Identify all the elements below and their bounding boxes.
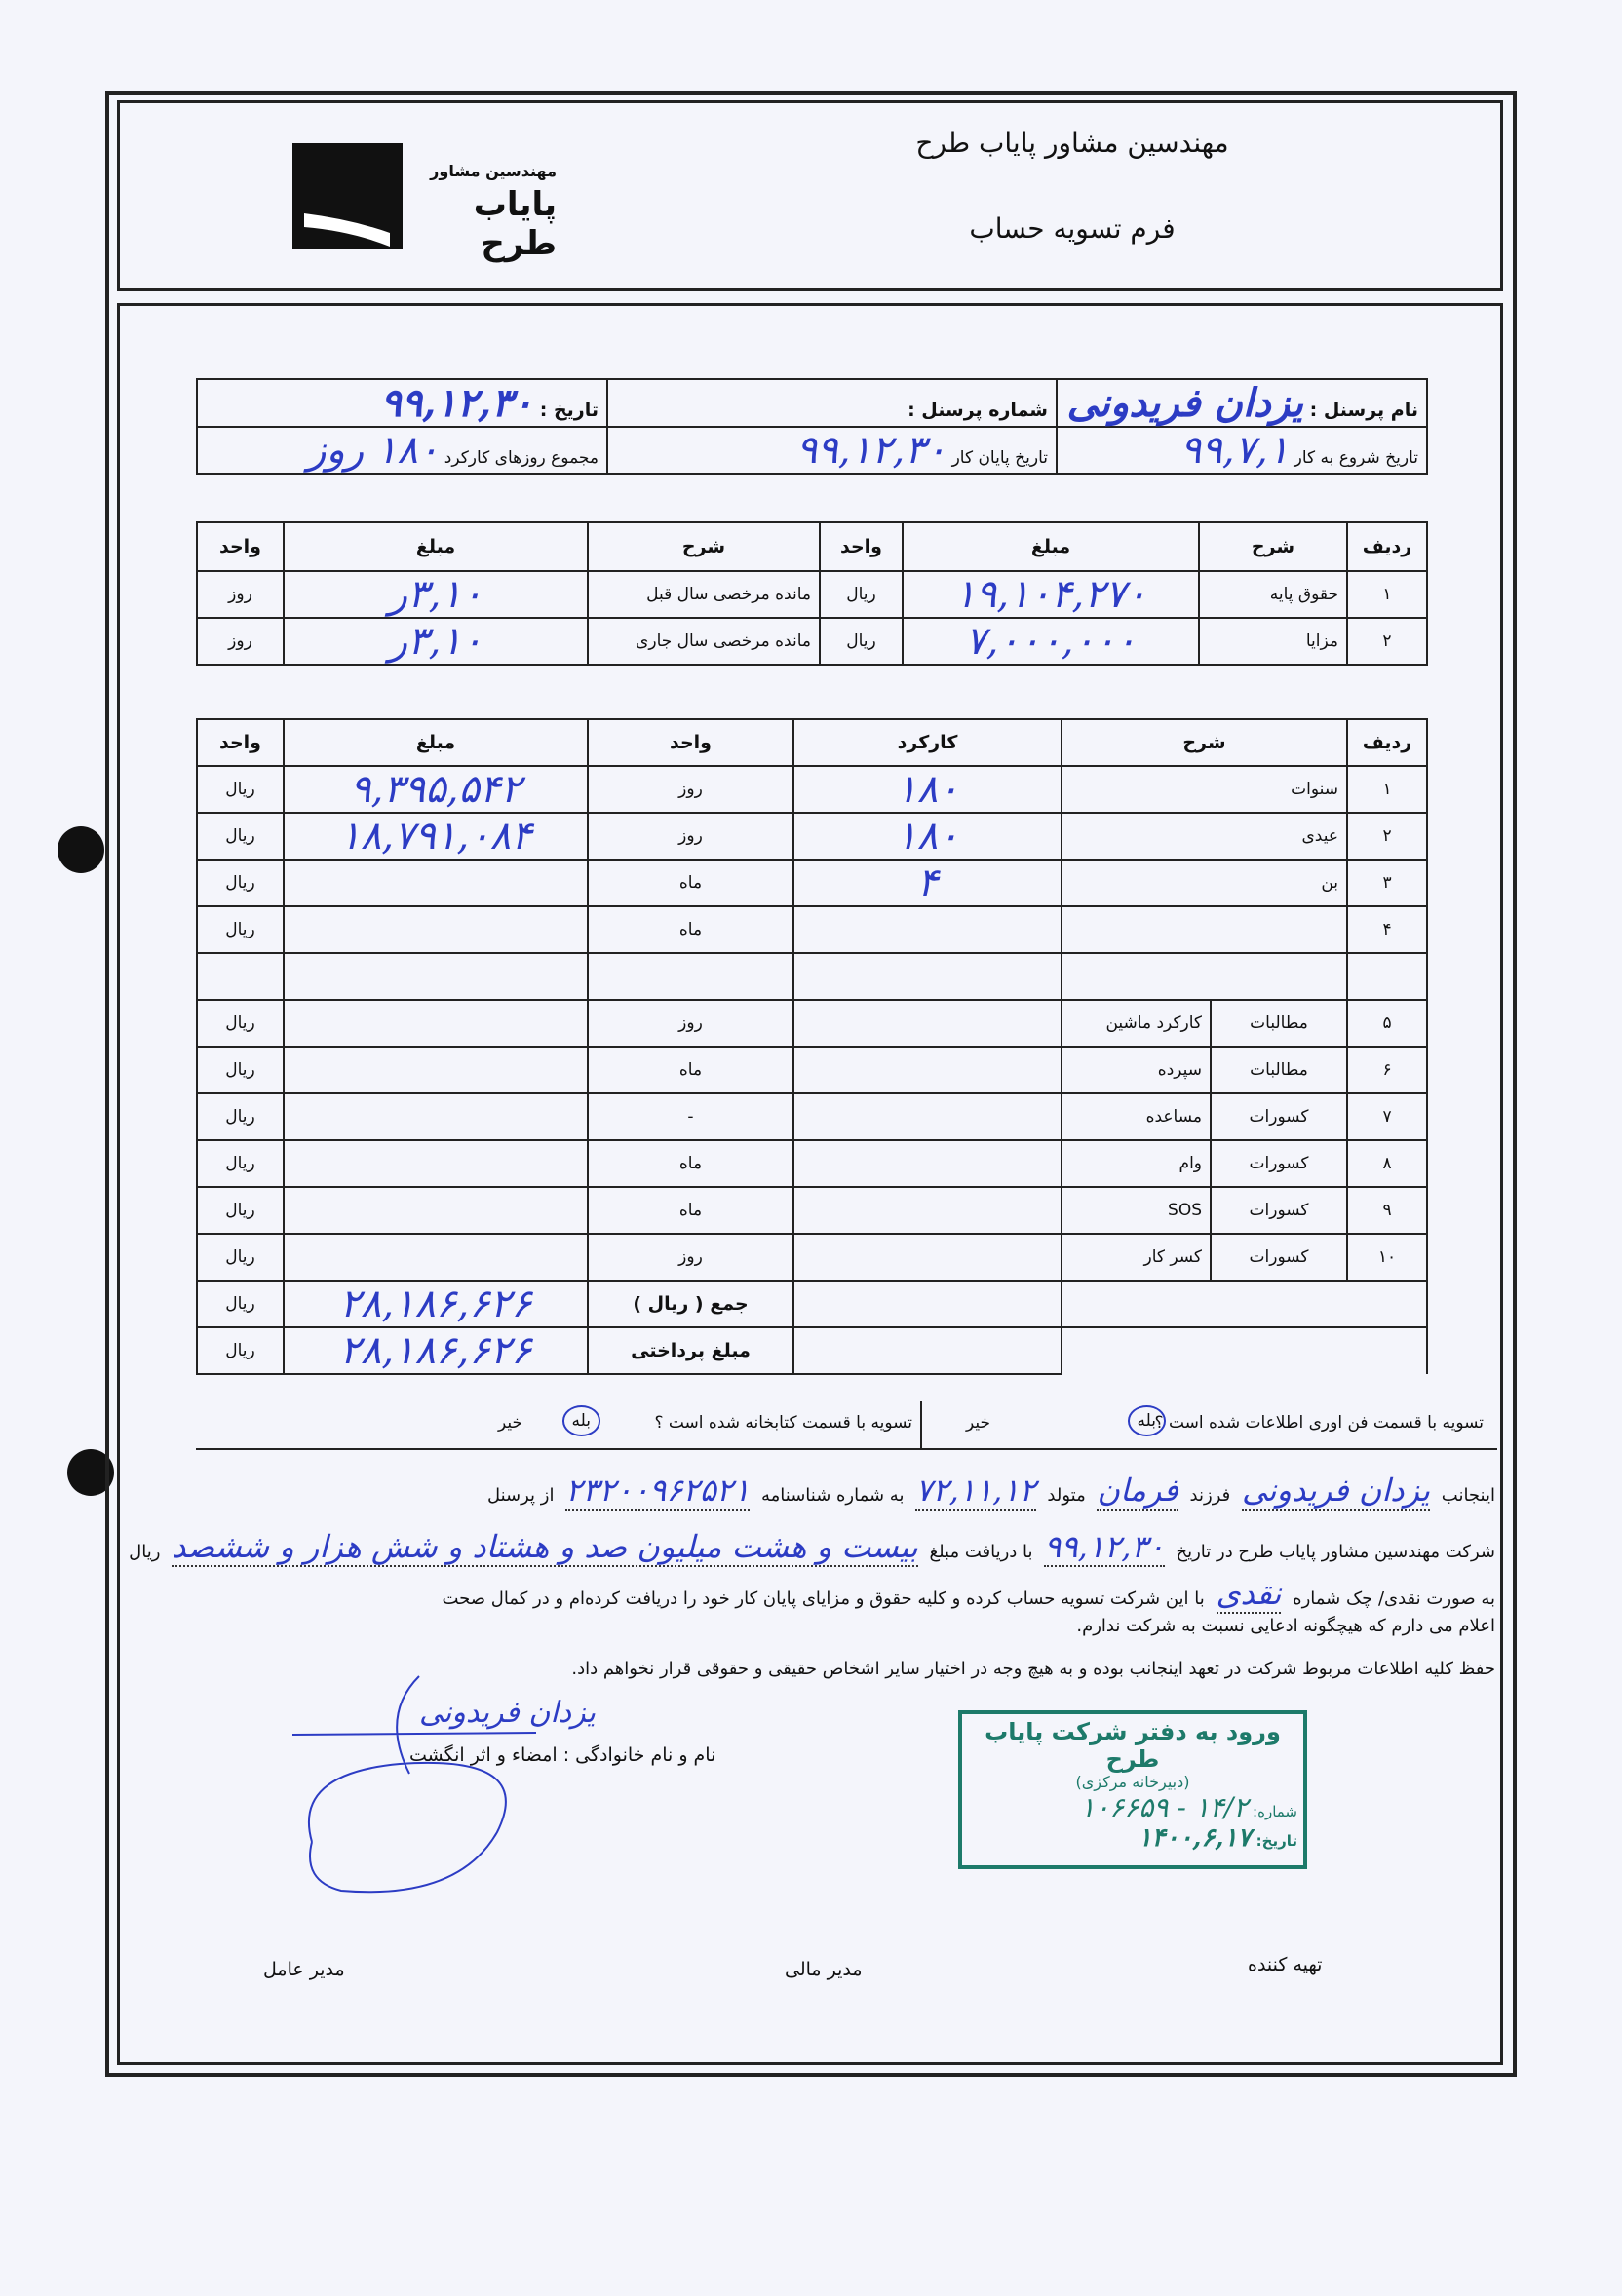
declaration-text: با دریافت مبلغ: [929, 1542, 1033, 1562]
work-quantity-value[interactable]: ۱۸۰: [896, 814, 959, 859]
description: مزایا: [1199, 618, 1347, 665]
stamp-number: ۱۴/۲ - ۱۰۶۶۵۹: [1080, 1791, 1249, 1823]
work-quantity[interactable]: [793, 1000, 1062, 1047]
table-row: [197, 1234, 1427, 1281]
total-days-cell: مجموع روزهای کارکرد ۱۸۰ روز: [197, 427, 607, 474]
row-number: ۸: [1347, 1140, 1427, 1187]
stamp-subtitle: (دبیرخانه مرکزی): [1075, 1773, 1190, 1791]
work-quantity[interactable]: [793, 906, 1062, 953]
filled-field[interactable]: بیست و هشت میلیون صد و هشتاد و شش هزار و ششصد: [172, 1528, 918, 1565]
amount[interactable]: [284, 1000, 588, 1047]
work-quantity[interactable]: [793, 953, 1062, 1000]
description: وام: [1062, 1140, 1211, 1187]
unit: [588, 953, 793, 1000]
unit: روز: [197, 571, 284, 618]
declaration-text: با این شرکت تسویه حساب کرده و کلیه حقوق و مزایای پایان کار خود را دریافت کرده‌ام و در کمال صحت: [442, 1588, 1205, 1609]
currency: ریال: [197, 860, 284, 906]
amount-value[interactable]: ۹,۳۹۵,۵۴۲: [350, 767, 521, 812]
amount[interactable]: [284, 1140, 588, 1187]
blank: [1062, 1327, 1427, 1374]
filled-field[interactable]: ۷۲,۱۱,۱۲: [915, 1472, 1036, 1509]
paid[interactable]: [284, 1327, 588, 1374]
end-date-cell: تاریخ پایان کار ۹۹,۱۲,۳۰: [607, 427, 1057, 474]
column-header: واحد: [820, 522, 903, 571]
finance-manager-label: مدیر مالی: [785, 1959, 863, 1980]
preparer-label: تهیه کننده: [1248, 1954, 1323, 1975]
logo-mark: [292, 143, 403, 249]
row-number: ۱: [1347, 571, 1427, 618]
total[interactable]: [284, 1281, 588, 1327]
declaration-text: اینجانب: [1441, 1485, 1495, 1506]
filled-field[interactable]: ۹۹,۱۲,۳۰: [1044, 1528, 1165, 1565]
total-row: [197, 1281, 1427, 1327]
currency: ریال: [197, 1234, 284, 1281]
unit: روز: [588, 1234, 793, 1281]
signature-label: نام و نام خانوادگی : امضاء و اثر انگشت: [409, 1744, 716, 1766]
declaration-line-1: [487, 1472, 1495, 1509]
row-number: ۴: [1347, 906, 1427, 953]
declaration-line-3: [442, 1575, 1495, 1612]
unit: روز: [588, 813, 793, 860]
description: SOS: [1062, 1187, 1211, 1234]
amount[interactable]: [903, 571, 1199, 618]
it-yes-option[interactable]: بله: [1128, 1405, 1166, 1436]
table-row: [197, 766, 1427, 813]
category: کسورات: [1211, 1093, 1347, 1140]
unit: -: [588, 1093, 793, 1140]
amount[interactable]: [284, 813, 588, 860]
table-row: [197, 1047, 1427, 1093]
declaration-text: شرکت مهندسین مشاور پایاب طرح در تاریخ: [1176, 1542, 1495, 1562]
personnel-info-table: [196, 378, 1428, 475]
filled-field[interactable]: فرمان: [1097, 1472, 1178, 1509]
ceo-label: مدیر عامل: [263, 1959, 345, 1980]
currency: ریال: [197, 1000, 284, 1047]
unit: ماه: [588, 1047, 793, 1093]
company-name: مهندسین مشاور پایاب طرح: [915, 127, 1229, 159]
start-date-cell: تاریخ شروع به کار ۹۹,۷,۱: [1057, 427, 1427, 474]
paid-row: [197, 1327, 1427, 1374]
amount[interactable]: [903, 618, 1199, 665]
row-number: [1347, 953, 1427, 1000]
signature-name: یزدان فریدونی: [419, 1696, 596, 1730]
total-label: جمع ( ریال ): [588, 1281, 793, 1327]
column-header: کارکرد: [793, 719, 1062, 766]
column-header: مبلغ: [284, 522, 588, 571]
currency: ریال: [197, 1047, 284, 1093]
declaration-text: به شماره شناسنامه: [760, 1485, 905, 1506]
description: کارکرد ماشین: [1062, 1000, 1211, 1047]
unit: ریال: [820, 571, 903, 618]
table-row: [197, 860, 1427, 906]
amount[interactable]: [284, 1047, 588, 1093]
row-number: ۷: [1347, 1093, 1427, 1140]
blank: [793, 1281, 1062, 1327]
library-no-option[interactable]: خیر: [497, 1413, 522, 1433]
work-quantity-value[interactable]: ۴: [916, 861, 939, 905]
work-quantity[interactable]: [793, 860, 1062, 906]
declaration-line-4: اعلام می دارم که هیچگونه ادعایی نسبت به شرکت ندارم.: [1076, 1616, 1495, 1636]
blank: [793, 1327, 1062, 1374]
amount[interactable]: [284, 953, 588, 1000]
row-number: ۹: [1347, 1187, 1427, 1234]
currency: ریال: [197, 1140, 284, 1187]
currency: ریال: [197, 1327, 284, 1374]
declaration-text: ریال: [129, 1542, 161, 1562]
amount-value[interactable]: ۳,۱۰ر: [388, 572, 483, 617]
it-no-option[interactable]: خیر: [965, 1413, 990, 1433]
unit: ماه: [588, 1187, 793, 1234]
logo-subtitle: مهندسین مشاور: [430, 162, 557, 180]
personnel-no-cell: شماره پرسنل :: [607, 379, 1057, 427]
work-quantity[interactable]: [793, 1140, 1062, 1187]
table-row: [197, 1187, 1427, 1234]
description: مانده مرخصی سال قبل: [588, 571, 820, 618]
row-number: ۱۰: [1347, 1234, 1427, 1281]
salary-table: [196, 521, 1428, 666]
row-number: ۲: [1347, 813, 1427, 860]
currency: ریال: [197, 813, 284, 860]
blank: [1062, 1281, 1427, 1327]
row-number: ۳: [1347, 860, 1427, 906]
amount-value[interactable]: ۳,۱۰ر: [388, 619, 483, 664]
filled-field[interactable]: نقدی: [1216, 1575, 1282, 1612]
punch-hole: [58, 826, 104, 873]
table-row: [197, 1000, 1427, 1047]
total-value[interactable]: ۲۸,۱۸۶,۶۲۶: [339, 1282, 532, 1326]
clearance-checks: [196, 1401, 1497, 1450]
amount[interactable]: [284, 1093, 588, 1140]
column-header: واحد: [197, 522, 284, 571]
filled-field[interactable]: یزدان فریدونی: [1241, 1472, 1431, 1509]
stamp-date: ۱۴۰۰,۶,۱۷: [1138, 1823, 1252, 1853]
declaration-line-5: حفظ کلیه اطلاعات مربوط شرکت در تعهد اینجانب بوده و به هیچ وجه در اختیار سایر اشخاص حقیقی و حقوقی قرار نخواهم داد.: [571, 1659, 1495, 1679]
column-header: شرح: [1199, 522, 1347, 571]
description: کسر کار: [1062, 1234, 1211, 1281]
currency: ریال: [197, 1093, 284, 1140]
form-title: فرم تسویه حساب: [969, 212, 1176, 245]
amount[interactable]: [284, 766, 588, 813]
amount-value[interactable]: ۱۸,۷۹۱,۰۸۴: [339, 814, 532, 859]
category: مطالبات: [1211, 1047, 1347, 1093]
name-cell: نام پرسنل : یزدان فریدونی: [1057, 379, 1427, 427]
name-value[interactable]: یزدان فریدونی: [1066, 380, 1303, 426]
category: مطالبات: [1211, 1000, 1347, 1047]
unit: روز: [588, 766, 793, 813]
currency: [197, 953, 284, 1000]
currency: ریال: [197, 906, 284, 953]
work-quantity[interactable]: [793, 1093, 1062, 1140]
row-number: ۲: [1347, 618, 1427, 665]
category: کسورات: [1211, 1140, 1347, 1187]
table-row: [197, 813, 1427, 860]
table-row: [197, 953, 1427, 1000]
amount[interactable]: [284, 860, 588, 906]
declaration-text: فرزند: [1189, 1485, 1231, 1506]
it-clearance-label: تسویه با قسمت فن اوری اطلاعات شده است ؟: [1154, 1413, 1484, 1433]
amount[interactable]: [284, 1234, 588, 1281]
row-number: ۱: [1347, 766, 1427, 813]
paid-label: مبلغ پرداختی: [588, 1327, 793, 1374]
filled-field[interactable]: ۲۳۲۰۰۹۶۲۵۲۱: [565, 1472, 751, 1509]
table-row: [197, 571, 1427, 618]
column-header: واحد: [588, 719, 793, 766]
work-quantity[interactable]: [793, 1187, 1062, 1234]
office-entry-stamp: ورود به دفتر شرکت پایاب طرح (دبیرخانه مرکزی) شماره: ۱۴/۲ - ۱۰۶۶۵۹ تاریخ: ۱۴۰۰,۶,۱۷: [958, 1710, 1307, 1869]
row-number: ۶: [1347, 1047, 1427, 1093]
library-yes-option[interactable]: بله: [562, 1405, 600, 1436]
column-header: مبلغ: [284, 719, 588, 766]
unit: ماه: [588, 906, 793, 953]
unit: ماه: [588, 1140, 793, 1187]
row-number: ۵: [1347, 1000, 1427, 1047]
unit: ماه: [588, 860, 793, 906]
amount[interactable]: [284, 1187, 588, 1234]
description: عیدی: [1062, 813, 1347, 860]
description: مساعده: [1062, 1093, 1211, 1140]
unit: روز: [197, 618, 284, 665]
description: مانده مرخصی سال جاری: [588, 618, 820, 665]
declaration-line-2: [129, 1528, 1495, 1565]
currency: ریال: [197, 1281, 284, 1327]
currency: ریال: [197, 766, 284, 813]
logo-title: پایاب طرح: [473, 185, 557, 263]
description: سپرده: [1062, 1047, 1211, 1093]
amount[interactable]: [284, 618, 588, 665]
column-header: شرح: [588, 522, 820, 571]
work-quantity[interactable]: [793, 1234, 1062, 1281]
description: سنوات: [1062, 766, 1347, 813]
settlement-items-table: [196, 718, 1428, 1375]
column-header: ردیف: [1347, 719, 1427, 766]
signature-scribble: [283, 1657, 595, 1910]
work-quantity-value[interactable]: ۱۸۰: [896, 767, 959, 812]
column-header: شرح: [1062, 719, 1347, 766]
description: [1062, 953, 1347, 1000]
table-row: [197, 618, 1427, 665]
date-cell: تاریخ : ۹۹,۱۲,۳۰: [197, 379, 607, 427]
library-clearance-label: تسویه با قسمت کتابخانه شده است ؟: [654, 1413, 912, 1433]
description: بن: [1062, 860, 1347, 906]
work-quantity[interactable]: [793, 1047, 1062, 1093]
category: کسورات: [1211, 1187, 1347, 1234]
unit: روز: [588, 1000, 793, 1047]
amount-value[interactable]: ۷,۰۰۰,۰۰۰: [965, 619, 1137, 664]
declaration-text: به صورت نقدی/ چک شماره: [1293, 1588, 1495, 1609]
declaration-text: از پرسنل: [486, 1485, 555, 1506]
amount[interactable]: [284, 571, 588, 618]
work-quantity[interactable]: [793, 813, 1062, 860]
date-value[interactable]: ۹۹,۱۲,۳۰: [380, 380, 534, 426]
amount-value[interactable]: ۱۹,۱۰۴,۲۷۰: [954, 572, 1147, 617]
table-row: [197, 1093, 1427, 1140]
description: [1062, 906, 1347, 953]
table-row: [197, 1140, 1427, 1187]
column-header: ردیف: [1347, 522, 1427, 571]
paid-value[interactable]: ۲۸,۱۸۶,۶۲۶: [339, 1328, 532, 1373]
amount[interactable]: [284, 906, 588, 953]
column-header: واحد: [197, 719, 284, 766]
declaration-text: متولد: [1047, 1485, 1086, 1506]
description: حقوق پایه: [1199, 571, 1347, 618]
currency: ریال: [197, 1187, 284, 1234]
table-row: [197, 906, 1427, 953]
unit: ریال: [820, 618, 903, 665]
category: کسورات: [1211, 1234, 1347, 1281]
stamp-title: ورود به دفتر شرکت پایاب طرح: [985, 1718, 1281, 1773]
work-quantity[interactable]: [793, 766, 1062, 813]
column-header: مبلغ: [903, 522, 1199, 571]
